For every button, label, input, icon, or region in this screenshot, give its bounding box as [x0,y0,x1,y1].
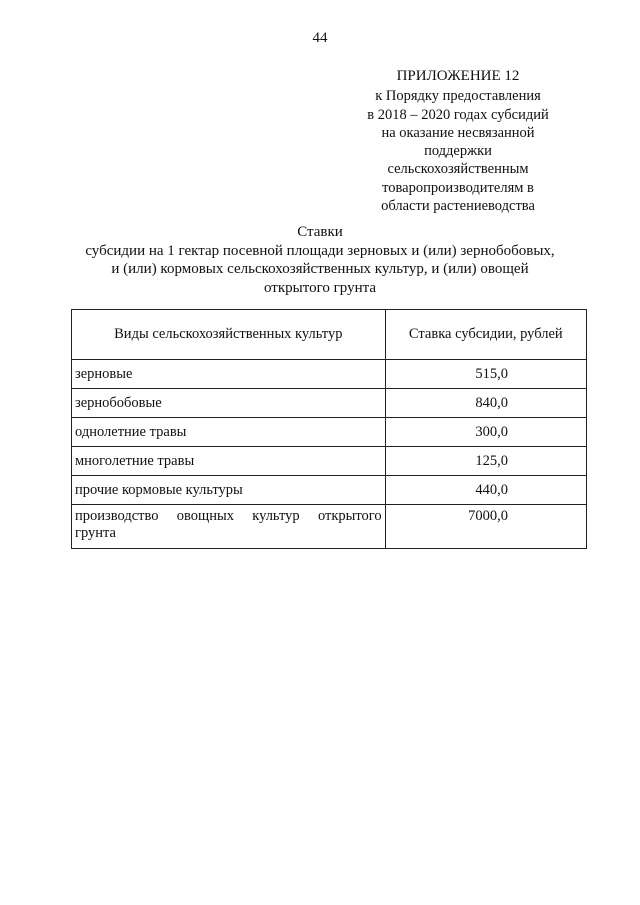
page-number: 44 [312,30,328,46]
table-row [72,418,587,447]
table-row [72,389,587,418]
crop-cell: производство овощных культур открытого грунта [72,505,386,549]
rate-cell: 440,0 [385,476,586,505]
column-header-crop-type: Виды сельскохозяйственных культур [72,310,386,360]
table-row [72,447,587,476]
table-row [72,360,587,389]
crop-cell: многолетние травы [72,447,386,476]
heading-line: открытого грунта [264,279,376,296]
crop-cell: зерновые [72,360,386,389]
table-row [72,476,587,505]
rate-cell: 840,0 [385,389,586,418]
appendix-block [352,67,564,215]
heading-line: и (или) кормовых сельскохозяйственных культур, и (или) овощей [111,261,529,278]
rate-cell: 300,0 [385,418,586,447]
appendix-line: товаропроизводителям в [382,179,534,196]
column-header-subsidy-rate: Ставка субсидии, рублей [385,310,586,360]
appendix-line: сельскохозяйственным [387,161,529,178]
rate-cell: 7000,0 [385,505,586,549]
crop-cell: зернобобовые [72,389,386,418]
appendix-line: к Порядку предоставления [375,88,541,105]
rate-cell: 515,0 [385,360,586,389]
appendix-line: на оказание несвязанной [381,124,535,141]
document-heading [40,223,600,297]
table-row [72,505,587,549]
crop-cell: прочие кормовые культуры [72,476,386,505]
subsidy-rates-table [71,309,587,549]
rate-cell: 125,0 [385,447,586,476]
appendix-line: поддержки [424,143,492,160]
crop-cell: однолетние травы [72,418,386,447]
heading-line: субсидии на 1 гектар посевной площади зерновых и (или) зернобобовых, [85,242,555,259]
heading-title: Ставки [297,224,343,240]
appendix-title: ПРИЛОЖЕНИЕ 12 [396,68,520,84]
appendix-line: области растениеводства [381,198,535,215]
appendix-line: в 2018 – 2020 годах субсидий [367,106,549,123]
table-header-row [72,310,587,360]
